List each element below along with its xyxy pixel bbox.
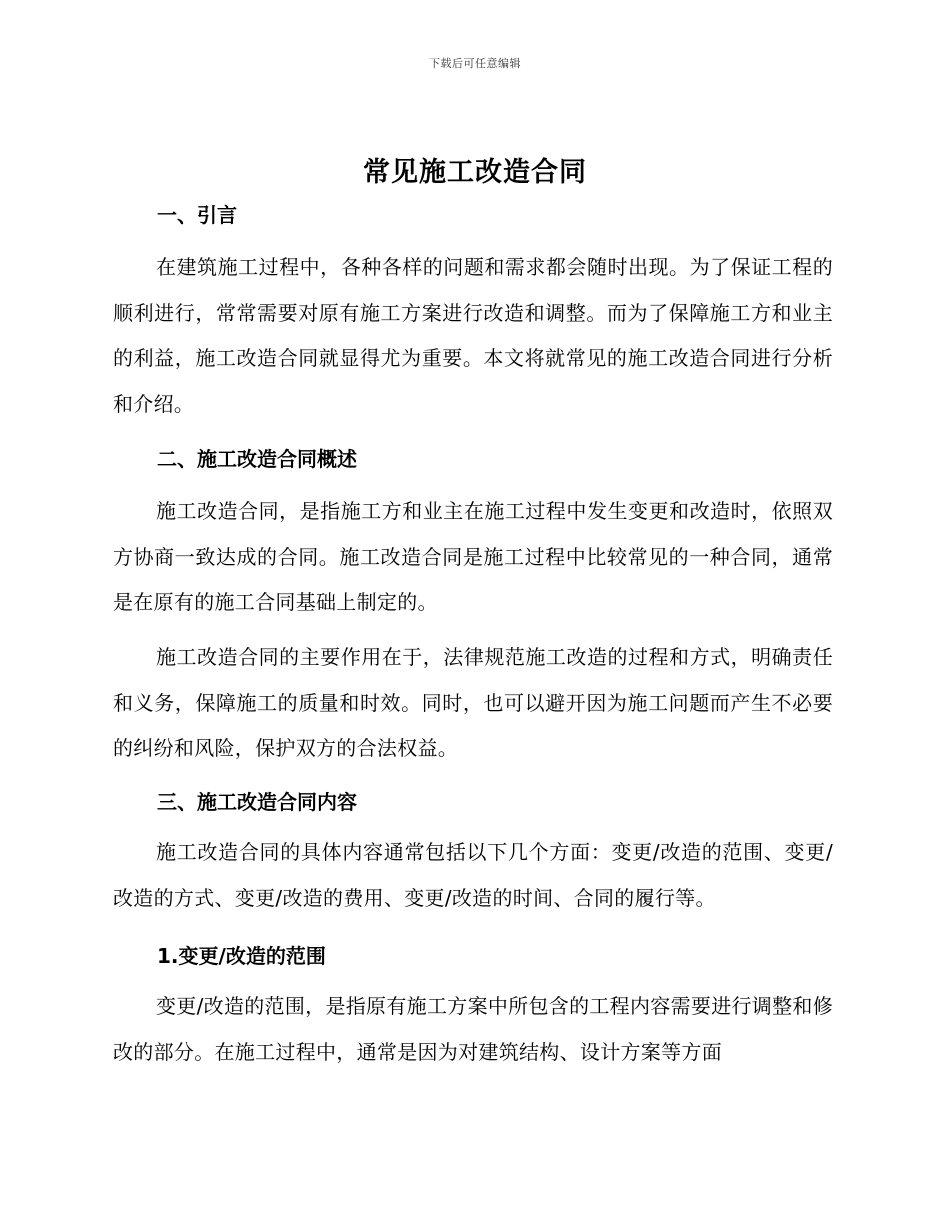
document-title: 常见施工改造合同 [363,157,587,188]
section-heading-overview: 二、施工改造合同概述 [157,447,357,471]
paragraph-scope: 变更/改造的范围，是指原有施工方案中所包含的工程内容需要进行调整和修改的部分。在施工过程中，通常是因为对建筑结构、设计方案等方面 [113,994,833,1064]
paragraph-overview-definition: 施工改造合同，是指施工方和业主在施工过程中发生变更和改造时，依照双方协商一致达成的合同。施工改造合同是施工过程中比较常见的一种合同，通常是在原有的施工合同基础上制定的。 [113,499,833,614]
subsection-heading-scope: 1.变更/改造的范围 [157,944,326,968]
paragraph-overview-purpose: 施工改造合同的主要作用在于，法律规范施工改造的过程和方式，明确责任和义务，保障施工的质量和时效。同时，也可以避开因为施工问题而产生不必要的纠纷和风险，保护双方的合法权益。 [113,645,833,760]
page-header-note: 下载后可任意编辑 [429,57,521,70]
section-heading-contents: 三、施工改造合同内容 [157,790,357,814]
paragraph-contents: 施工改造合同的具体内容通常包括以下几个方面：变更/改造的范围、变更/改造的方式、变更/改造的费用、变更/改造的时间、合同的履行等。 [113,840,833,910]
paragraph-introduction: 在建筑施工过程中，各种各样的问题和需求都会随时出现。为了保证工程的顺利进行，常常需要对原有施工方案进行改造和调整。而为了保障施工方和业主的利益，施工改造合同就显得尤为重要。本文将就常见的施工改造合同进行分析和介绍。 [113,255,833,416]
section-heading-introduction: 一、引言 [157,203,237,227]
